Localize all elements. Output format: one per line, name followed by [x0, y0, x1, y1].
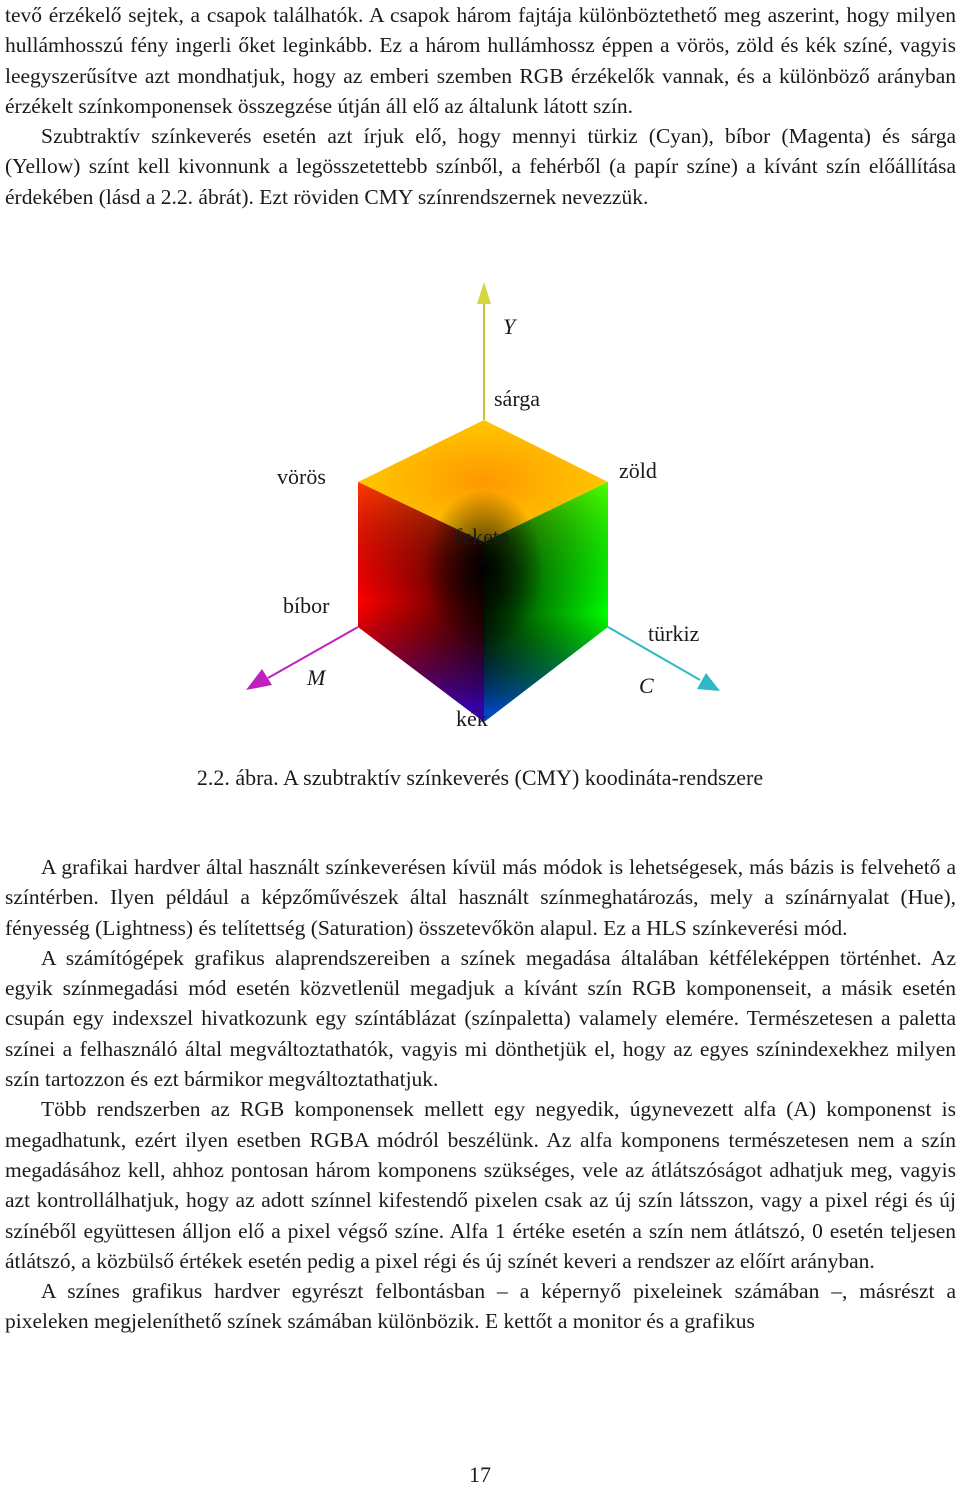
bottom-text-block [5, 852, 956, 1337]
m-axis-arrowhead [246, 669, 272, 690]
figure-caption-text: 2.2. ábra. A szubtraktív színkeverés (CMY) koodináta-rendszere [196, 765, 764, 790]
cube-black-center [424, 490, 544, 650]
label-zold: zöld [619, 458, 657, 483]
label-kek: kék [456, 706, 488, 731]
label-turkiz: türkiz [648, 621, 700, 646]
paragraph-rgba: Több rendszerben az RGB komponensek mellett egy negyedik, úgynevezett alfa (A) komponenst is megadhatunk, ezért ilyen esetben RGBA módról beszélünk. Az alfa komponens természetesen nem a szín megadásához kell, ahhoz pontosan három komponens szükséges, vele az átlátszóságot adhatjuk meg, vagyis azt kontrollálhatjuk, hogy az adott színnel kifestendő pixelen csak az új szín látsszon, vagy a pixel régi és új színéből együttesen álljon elő a pixel végső színe. Alfa 1 értéke esetén a szín nem átlátszó, 0 esetén teljesen átlátszó, a közbülső értékek esetén pedig a pixel régi és új színét keveri a rendszer az előírt arányban. [5, 1097, 956, 1273]
color-cube [358, 420, 608, 722]
paragraph-palette: A számítógépek grafikus alaprendszereiben a színek megadása általában kétféleképpen történhet. Az egyik színmegadási mód esetén közvetlenül megadjuk a kívánt szín RGB komponenseit, a másik esetén csupán egy indexszel hivatkozunk egy színtáblázat (színpaletta) valamely elemére. Természetesen a paletta színei a felhasználó által megváltoztathatók, vagyis mi dönthetjük el, hogy az egyes színindexekhez milyen szín tartozzon és ezt bármikor megváltoztathatjuk. [5, 945, 956, 1092]
label-fekete: fekete [455, 524, 509, 549]
paragraph-subtractive: Szubtraktív színkeverés esetén azt írjuk elő, hogy mennyi türkiz (Cyan), bíbor (Magenta) és sárga (Yellow) színt kell kivonnunk a legösszetettebb színből, a fehérből (a papír színe) a kívánt szín előállítása érdekében (lásd a 2.2. ábrát). Ezt röviden CMY színrendszernek nevezzük. [5, 124, 956, 209]
figure-caption [0, 765, 960, 791]
axis-label-c: C [639, 673, 654, 698]
cmy-cube-figure [0, 270, 960, 740]
page-number: 17 [469, 1462, 491, 1487]
cmy-cube-diagram [0, 270, 960, 740]
paragraph-hardware: A színes grafikus hardver egyrészt felbontásban – a képernyő pixeleinek számában –, másrészt a pixeleken megjeleníthető színek számában különbözik. E kettőt a monitor és a grafikus [5, 1279, 956, 1334]
c-axis-arrowhead [697, 673, 720, 691]
axis-label-m: M [307, 665, 326, 690]
label-bibor: bíbor [283, 593, 330, 618]
y-axis-arrowhead [477, 282, 491, 304]
axis-label-y: Y [503, 314, 516, 339]
paragraph-hls: A grafikai hardver által használt színkeverésen kívül más módok is lehetségesek, más bázis is felvehető a színtérben. Ilyen például a képzőművészek által használt színmeghatározás, mely a színárnyalat (Hue), fényesség (Lightness) és telítettség (Saturation) összetevőkön alapul. Ez a HLS színkeverési mód. [5, 855, 956, 940]
top-text-block [5, 0, 956, 212]
label-voros: vörös [277, 464, 326, 489]
paragraph-continued: tevő érzékelő sejtek, a csapok találhatók. A csapok három fajtája különböztethető meg aszerint, hogy milyen hullámhosszú fény ingerli őket leginkább. Ez a három hullámhossz éppen a vörös, zöld és kék színé, vagyis leegyszerűsítve azt mondhatjuk, hogy az emberi szemben RGB érzékelők vannak, és a különböző arányban érzékelt színkomponensek összegzése útján áll elő az általunk látott szín. [5, 3, 956, 118]
label-sarga: sárga [494, 386, 541, 411]
